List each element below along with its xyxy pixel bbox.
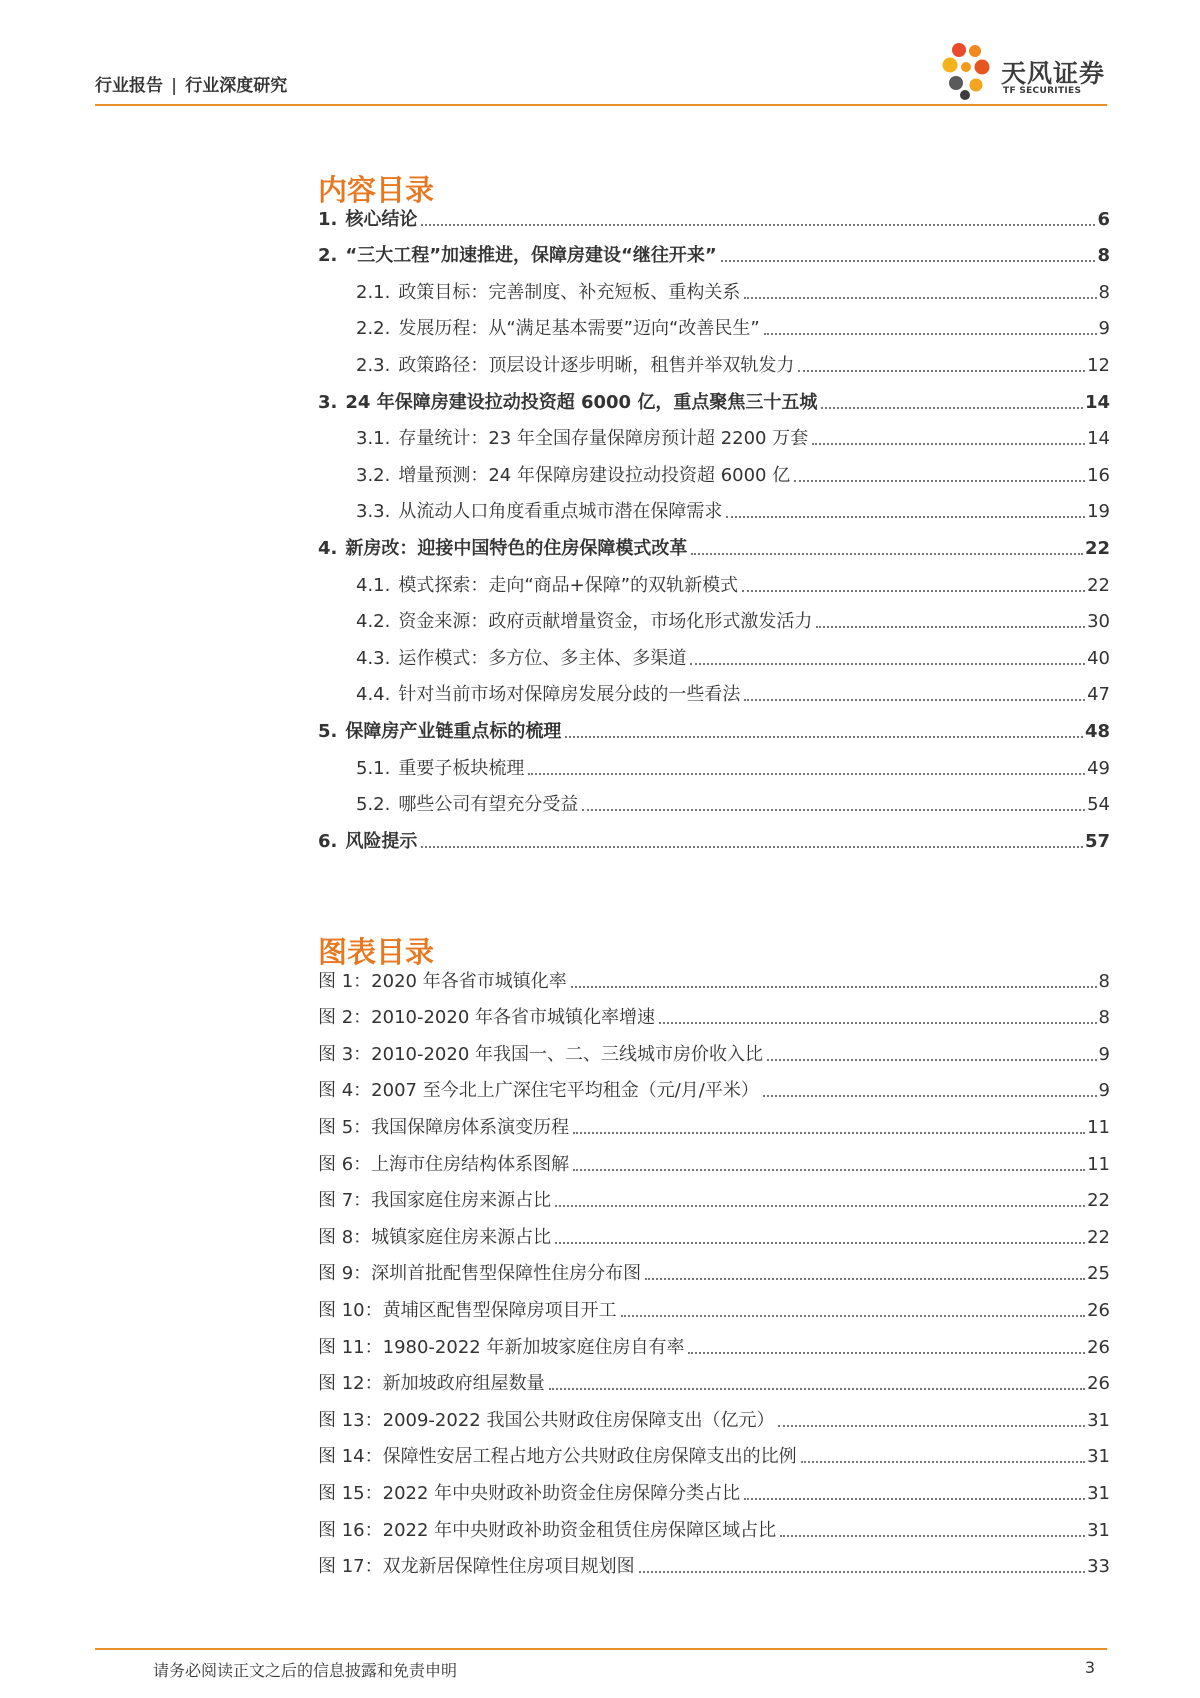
entry-page-number: 9 xyxy=(1098,318,1110,340)
dot-leader xyxy=(621,1315,1085,1317)
figure-entry[interactable] xyxy=(318,1285,1110,1322)
toc-entry[interactable] xyxy=(318,816,1110,853)
entry-page-number: 6 xyxy=(1097,208,1110,230)
entry-page-number: 26 xyxy=(1087,1336,1110,1358)
entry-page-number: 22 xyxy=(1084,537,1110,559)
dot-leader xyxy=(555,1205,1085,1207)
entry-title: 24 年保障房建设拉动投资超 6000 亿，重点聚焦三十五城 xyxy=(345,391,818,413)
dot-leader xyxy=(659,1022,1097,1024)
entry-title: 核心结论 xyxy=(345,208,418,230)
figure-entry[interactable] xyxy=(318,1066,1110,1103)
figure-entry[interactable] xyxy=(318,1505,1110,1542)
dot-leader xyxy=(812,443,1085,445)
toc-entry[interactable] xyxy=(318,633,1110,670)
figure-list xyxy=(318,956,1110,1578)
entry-page-number: 48 xyxy=(1084,720,1110,742)
logo-chinese-name: 天风证券 xyxy=(1001,59,1106,88)
dot-leader xyxy=(582,809,1085,811)
toc-entry[interactable] xyxy=(318,450,1110,487)
entry-number: 6. xyxy=(318,830,338,852)
entry-title: 图 12：新加坡政府组屋数量 xyxy=(318,1373,545,1395)
dot-leader xyxy=(528,773,1085,775)
entry-page-number: 11 xyxy=(1087,1116,1110,1138)
entry-title: 新房改：迎接中国特色的住房保障模式改革 xyxy=(345,537,688,559)
dot-leader xyxy=(421,224,1095,226)
toc-entry[interactable] xyxy=(318,304,1110,341)
figure-entry[interactable] xyxy=(318,1249,1110,1286)
entry-page-number: 22 xyxy=(1087,1226,1110,1248)
entry-title: 哪些公司有望充分受益 xyxy=(398,794,579,816)
dot-leader xyxy=(639,1571,1085,1573)
entry-title: 政策路径：顶层设计逐步明晰，租售并举双轨发力 xyxy=(398,354,795,376)
dot-leader xyxy=(764,333,1097,335)
entry-title: 图 14：保障性安居工程占地方公共财政住房保障支出的比例 xyxy=(318,1446,797,1468)
entry-title: 政策目标：完善制度、补充短板、重构关系 xyxy=(398,281,741,303)
entry-page-number: 16 xyxy=(1087,464,1110,486)
entry-title: 图 5：我国保障房体系演变历程 xyxy=(318,1116,570,1138)
figure-entry[interactable] xyxy=(318,1468,1110,1505)
entry-title: 图 10：黄埔区配售型保障房项目开工 xyxy=(318,1299,617,1321)
entry-page-number: 11 xyxy=(1087,1153,1110,1175)
entry-title: 保障房产业链重点标的梳理 xyxy=(345,720,562,742)
toc-entry[interactable] xyxy=(318,194,1110,231)
report-category xyxy=(95,71,287,96)
entry-number: 3. xyxy=(318,391,338,413)
entry-title: 图 7：我国家庭住房来源占比 xyxy=(318,1190,552,1212)
report-type: 行业报告 xyxy=(95,76,163,96)
entry-page-number: 54 xyxy=(1087,794,1110,816)
toc-entry[interactable] xyxy=(318,414,1110,451)
dot-leader xyxy=(763,1095,1097,1097)
entry-title: 图 8：城镇家庭住房来源占比 xyxy=(318,1226,552,1248)
toc-title: 内容目录 xyxy=(318,173,435,207)
entry-title: 模式探索：走向“商品+保障”的双轨新模式 xyxy=(398,574,739,596)
entry-page-number: 33 xyxy=(1087,1556,1110,1578)
header-separator: | xyxy=(171,76,178,96)
figure-entry[interactable] xyxy=(318,1432,1110,1469)
dot-leader xyxy=(798,370,1085,372)
figure-entry[interactable] xyxy=(318,1542,1110,1579)
toc-entry[interactable] xyxy=(318,377,1110,414)
dot-leader xyxy=(573,1169,1085,1171)
dot-leader xyxy=(801,1461,1085,1463)
figure-entry[interactable] xyxy=(318,1139,1110,1176)
disclaimer-note: 请务必阅读正文之后的信息披露和免责申明 xyxy=(153,1661,458,1680)
toc-entry[interactable] xyxy=(318,523,1110,560)
entry-number: 4. xyxy=(318,537,338,559)
dot-leader xyxy=(690,663,1085,665)
entry-number: 2.2. xyxy=(356,318,391,340)
entry-title: 发展历程：从“满足基本需要”迈向“改善民生” xyxy=(398,318,760,340)
figure-entry[interactable] xyxy=(318,1102,1110,1139)
dot-leader xyxy=(721,260,1096,262)
entry-title: 风险提示 xyxy=(345,830,418,852)
figure-entry[interactable] xyxy=(318,993,1110,1030)
entry-title: 图 16：2022 年中央财政补助资金租赁住房保障区域占比 xyxy=(318,1519,777,1541)
entry-number: 2. xyxy=(318,245,338,267)
entry-page-number: 8 xyxy=(1098,281,1110,303)
entry-number: 1. xyxy=(318,208,338,230)
entry-title: 存量统计：23 年全国存量保障房预计超 2200 万套 xyxy=(398,428,809,450)
entry-page-number: 8 xyxy=(1097,245,1110,267)
entry-page-number: 40 xyxy=(1087,647,1110,669)
dot-leader xyxy=(794,480,1085,482)
dot-leader xyxy=(571,986,1097,988)
entry-title: 增量预测：24 年保障房建设拉动投资超 6000 亿 xyxy=(398,464,791,486)
entry-page-number: 31 xyxy=(1087,1482,1110,1504)
entry-page-number: 31 xyxy=(1087,1519,1110,1541)
entry-number: 2.1. xyxy=(356,281,391,303)
dot-leader xyxy=(421,846,1083,848)
dot-leader xyxy=(549,1388,1085,1390)
figure-entry[interactable] xyxy=(318,1212,1110,1249)
entry-title: 重要子板块梳理 xyxy=(398,757,525,779)
dot-leader xyxy=(688,1352,1085,1354)
entry-page-number: 9 xyxy=(1098,1043,1110,1065)
entry-title: 图 13：2009-2022 我国公共财政住房保障支出（亿元） xyxy=(318,1409,775,1431)
dot-leader xyxy=(573,1132,1085,1134)
page-header xyxy=(95,40,1107,106)
dot-leader xyxy=(742,590,1085,592)
figure-entry[interactable] xyxy=(318,1029,1110,1066)
figure-entry[interactable] xyxy=(318,1359,1110,1396)
entry-title: 资金来源：政府贡献增量资金，市场化形式激发活力 xyxy=(398,611,813,633)
dot-leader xyxy=(821,407,1083,409)
page-number: 3 xyxy=(1084,1658,1095,1677)
entry-title: 图 3：2010-2020 年我国一、二、三线城市房价收入比 xyxy=(318,1043,764,1065)
toc-entry[interactable] xyxy=(318,340,1110,377)
entry-title: 图 1：2020 年各省市城镇化率 xyxy=(318,970,567,992)
entry-page-number: 26 xyxy=(1087,1373,1110,1395)
toc-entry[interactable] xyxy=(318,743,1110,780)
table-of-contents xyxy=(318,194,1110,853)
dot-leader xyxy=(744,1498,1085,1500)
dot-leader xyxy=(780,1535,1085,1537)
entry-title: 图 11：1980-2022 年新加坡家庭住房自有率 xyxy=(318,1336,685,1358)
tf-securities-logo xyxy=(937,40,1107,102)
page-footer xyxy=(95,1648,1107,1680)
report-subtype: 行业深度研究 xyxy=(185,76,288,96)
entry-title: 图 4：2007 至今北上广深住宅平均租金（元/月/平米） xyxy=(318,1080,759,1102)
toc-entry[interactable] xyxy=(318,670,1110,707)
entry-number: 3.3. xyxy=(356,501,391,523)
toc-entry[interactable] xyxy=(318,706,1110,743)
dot-leader xyxy=(767,1059,1097,1061)
dot-leader xyxy=(726,516,1085,518)
entry-page-number: 19 xyxy=(1087,501,1110,523)
toc-entry[interactable] xyxy=(318,267,1110,304)
entry-title: 针对当前市场对保障房发展分歧的一些看法 xyxy=(398,684,741,706)
toc-entry[interactable] xyxy=(318,560,1110,597)
entry-number: 5.1. xyxy=(356,757,391,779)
dot-leader xyxy=(691,553,1083,555)
entry-page-number: 8 xyxy=(1098,1007,1110,1029)
entry-number: 5.2. xyxy=(356,794,391,816)
entry-number: 3.2. xyxy=(356,464,391,486)
figure-entry[interactable] xyxy=(318,956,1110,993)
entry-page-number: 14 xyxy=(1084,391,1110,413)
entry-page-number: 26 xyxy=(1087,1299,1110,1321)
entry-page-number: 47 xyxy=(1087,684,1110,706)
figure-entry[interactable] xyxy=(318,1176,1110,1213)
dot-leader xyxy=(744,297,1096,299)
entry-page-number: 57 xyxy=(1084,830,1110,852)
entry-page-number: 8 xyxy=(1098,970,1110,992)
entry-number: 5. xyxy=(318,720,338,742)
entry-title: 图 17：双龙新居保障性住房项目规划图 xyxy=(318,1556,635,1578)
figure-entry[interactable] xyxy=(318,1395,1110,1432)
entry-number: 2.3. xyxy=(356,354,391,376)
entry-number: 4.4. xyxy=(356,684,391,706)
entry-page-number: 49 xyxy=(1087,757,1110,779)
dot-leader xyxy=(555,1242,1085,1244)
entry-title: 运作模式：多方位、多主体、多渠道 xyxy=(398,647,687,669)
toc-entry[interactable] xyxy=(318,597,1110,634)
entry-page-number: 31 xyxy=(1087,1409,1110,1431)
logo-english-name: TF SECURITIES xyxy=(1003,86,1082,96)
figure-list-title: 图表目录 xyxy=(318,935,435,969)
entry-title: 图 2：2010-2020 年各省市城镇化率增速 xyxy=(318,1007,656,1029)
dot-leader xyxy=(565,736,1083,738)
entry-number: 4.1. xyxy=(356,574,391,596)
entry-page-number: 30 xyxy=(1087,611,1110,633)
dot-leader xyxy=(816,626,1085,628)
entry-page-number: 9 xyxy=(1098,1080,1110,1102)
entry-title: 图 6：上海市住房结构体系图解 xyxy=(318,1153,570,1175)
dot-leader xyxy=(645,1278,1085,1280)
dot-leader xyxy=(778,1425,1085,1427)
entry-page-number: 25 xyxy=(1087,1263,1110,1285)
entry-page-number: 14 xyxy=(1087,428,1110,450)
entry-page-number: 22 xyxy=(1087,1190,1110,1212)
toc-entry[interactable] xyxy=(318,780,1110,817)
entry-title: “三大工程”加速推进，保障房建设“继往开来” xyxy=(345,245,717,267)
entry-page-number: 22 xyxy=(1087,574,1110,596)
entry-page-number: 12 xyxy=(1087,354,1110,376)
toc-entry[interactable] xyxy=(318,487,1110,524)
figure-entry[interactable] xyxy=(318,1322,1110,1359)
dot-leader xyxy=(744,699,1085,701)
entry-title: 图 15：2022 年中央财政补助资金住房保障分类占比 xyxy=(318,1482,741,1504)
logo-flower-icon xyxy=(937,40,999,102)
toc-entry[interactable] xyxy=(318,231,1110,268)
entry-number: 4.3. xyxy=(356,647,391,669)
entry-number: 3.1. xyxy=(356,428,391,450)
entry-page-number: 31 xyxy=(1087,1446,1110,1468)
entry-title: 图 9：深圳首批配售型保障性住房分布图 xyxy=(318,1263,642,1285)
entry-title: 从流动人口角度看重点城市潜在保障需求 xyxy=(398,501,723,523)
entry-number: 4.2. xyxy=(356,611,391,633)
